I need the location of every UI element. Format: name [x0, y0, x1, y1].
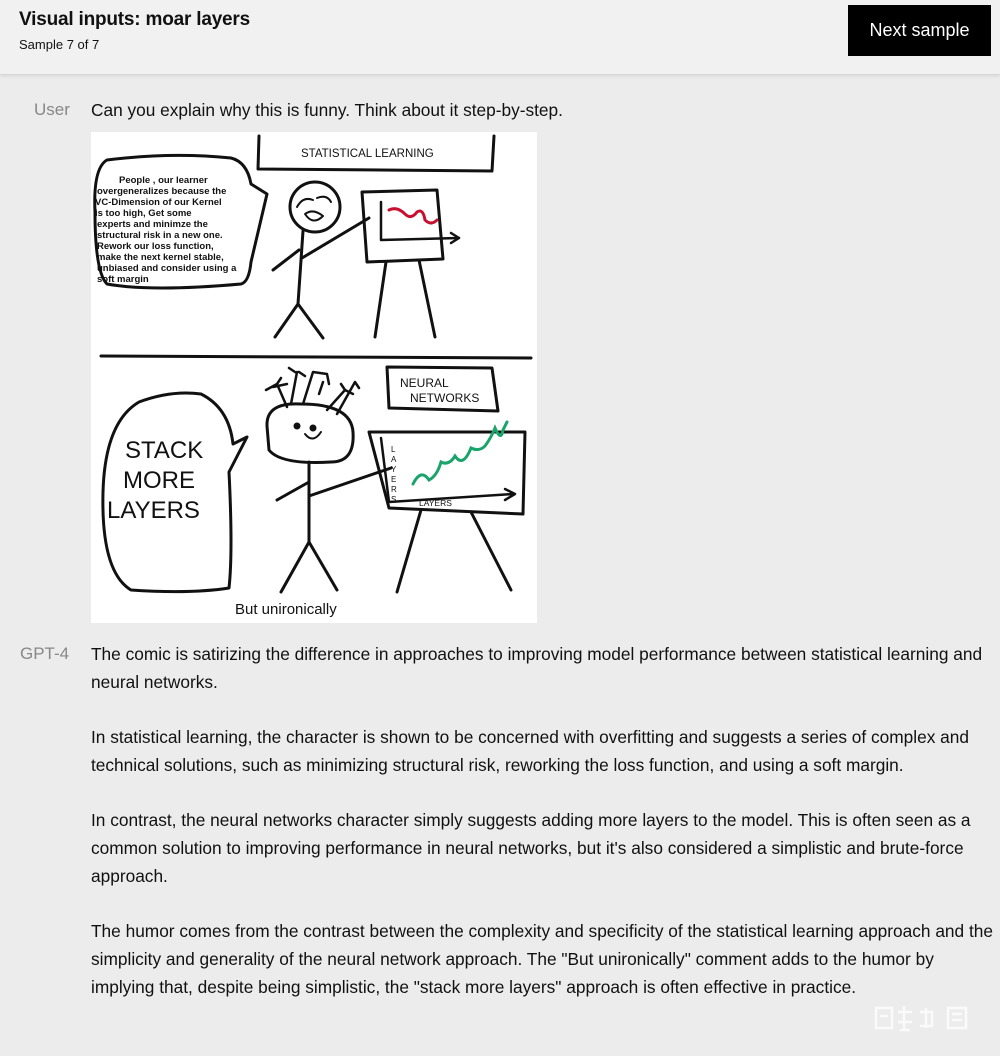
user-role-label: User — [34, 100, 70, 119]
speech-line: make the next kernel stable, — [97, 252, 224, 263]
speech-line: VC-Dimension of our Kernel — [95, 197, 222, 208]
sample-counter: Sample 7 of 7 — [19, 37, 100, 52]
easel2-axes — [381, 438, 513, 502]
user-message: Can you explain why this is funny. Think about it step-by-step. — [91, 100, 563, 120]
y-axis-letter: A — [391, 455, 397, 464]
panel1-title: STATISTICAL LEARNING — [301, 148, 434, 160]
speech-line: structural risk in a new one. — [97, 230, 223, 241]
speech-line: People , our learner — [119, 175, 208, 186]
panel2-title-line1: NEURAL — [400, 376, 449, 390]
speech-line: experts and minimze the — [97, 219, 208, 230]
y-axis-label — [391, 445, 397, 504]
speech-line: Rework our loss function, — [97, 241, 214, 252]
comic-caption: But unironically — [235, 601, 337, 618]
y-axis-letter: S — [391, 495, 397, 504]
page-header — [0, 0, 1000, 75]
page-title: Visual inputs: moar layers — [19, 9, 250, 30]
panel2-title-line2: NETWORKS — [410, 391, 480, 405]
comic-image — [91, 132, 537, 623]
response-paragraph: In statistical learning, the character is shown to be concerned with overfitting and suggests a series of complex and technical solutions, such as minimizing structural risk, reworking the loss function, and using a soft margin. — [91, 727, 969, 775]
comic-drawing — [91, 132, 537, 623]
speech-line: overgeneralizes because the — [97, 186, 227, 197]
easel1-red-curve — [389, 209, 437, 223]
easel1-legs — [375, 260, 435, 337]
figure1-legs — [275, 304, 323, 338]
figure2-legs — [281, 542, 337, 592]
assistant-response — [91, 640, 996, 1028]
speech-line: unbiased and consider using a — [97, 263, 237, 274]
response-paragraph: The humor comes from the contrast between the complexity and specificity of the statistical learning approach and the simplicity and generality of the neural network approach. The "But unironically" comment adds to the humor by implying that, despite being simplistic, the "stack more layers" approach is often effective in practice. — [91, 921, 993, 997]
y-axis-letter: E — [391, 475, 397, 484]
y-axis-letter: R — [391, 485, 397, 494]
next-sample-button[interactable]: Next sample — [848, 5, 991, 56]
response-paragraph: The comic is satirizing the difference in approaches to improving model performance between statistical learning and neural networks. — [91, 644, 983, 692]
stack-text-line3: LAYERS — [107, 497, 200, 524]
speech-text — [95, 175, 237, 285]
stack-text-line1: STACK — [125, 437, 204, 464]
easel1-board — [362, 190, 443, 262]
panel-divider — [101, 356, 531, 358]
x-axis-label: LAYERS — [419, 498, 452, 508]
figure2-head — [267, 404, 353, 463]
figure1-body — [298, 231, 303, 304]
assistant-role-label: GPT-4 — [20, 644, 70, 663]
speech-line: is too high, Get some — [95, 208, 192, 219]
speech-line: soft margin — [97, 274, 149, 285]
y-axis-letter: L — [391, 445, 396, 454]
easel2-legs — [397, 510, 511, 592]
figure1-arms — [273, 218, 369, 270]
figure2-arms — [277, 468, 391, 500]
watermark-logo — [870, 998, 980, 1038]
stack-text-line2: MORE — [123, 467, 195, 494]
response-paragraph: In contrast, the neural networks character simply suggests adding more layers to the model. This is often seen as a common solution to improving performance in neural networks, but it's also considered a simplistic and brute-force approach. — [91, 810, 971, 886]
y-axis-letter: Y — [391, 465, 397, 474]
